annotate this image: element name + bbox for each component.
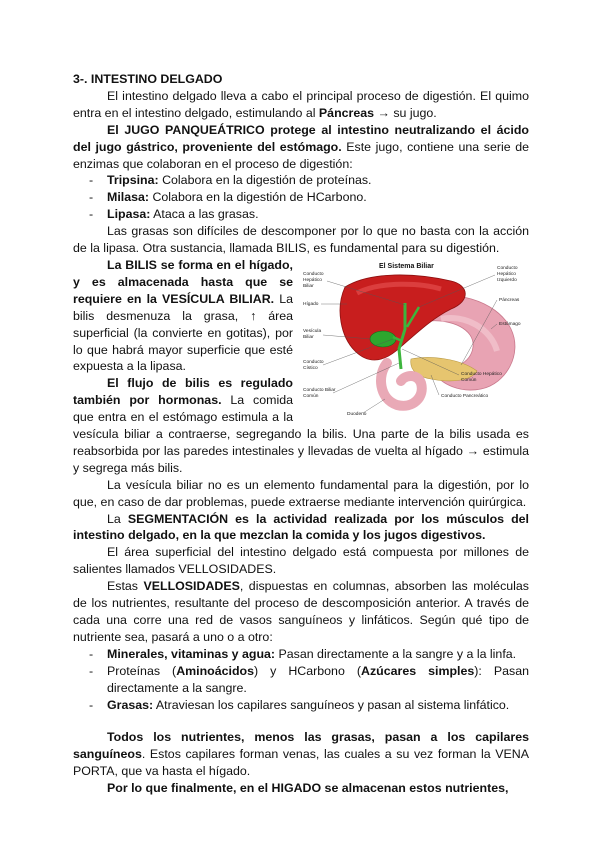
text: ) y HCarbono ( [254,663,361,678]
text: . Estos capilares forman venas, las cuales a su vez forman la VENA PORTA, que va hasta el hígado. [73,747,529,779]
label-higado: Hígado [303,301,319,307]
paragraph-intro [73,88,529,122]
nutrient-name: Grasas: [107,697,154,712]
list-item: - Proteínas (Aminoácidos) y HCarbono (Azúcares simples): Pasan directamente a la sangre. [89,663,529,695]
enzyme-name: Tripsina: [107,173,159,188]
nutrient-desc: Pasan directamente a la sangre y a la linfa. [275,646,517,661]
nutrient-name: Minerales, vitaminas y agua: [107,646,276,661]
text: ): Pasan directamente a la sangre. [107,663,529,695]
text: Este jugo, contiene una serie de enzimas que colaboran en el proceso de digestión: [73,139,529,171]
enzyme-desc: Colabora en la digestión de proteínas. [158,173,372,188]
text: , dispuestas en columnas, absorben las moléculas de los nutrientes, resultante del proceso de descomposición anterior. A través de cada una corre una red de vasos sanguíneos y linfáticos. Según qué tipo de nutriente sea, pasará a uno o a otro: [73,579,529,644]
bold-term: Páncreas [318,105,375,120]
label-vesicula: Vesícula Biliar [303,328,322,340]
section-heading: 3-. INTESTINO DELGADO [73,72,223,86]
bold-statement: Todos los nutrientes, menos las grasas, pasan a los capilares sanguíneos [73,730,529,762]
spacer [73,713,529,729]
biliary-diagram [301,259,529,419]
enzyme-name: Milasa: [107,190,150,205]
bold-statement: La BILIS se forma en el hígado, y es almacenada hasta que se requiere en la VESÍCULA BILIAR. [73,257,293,306]
list-item: - Tripsina: Colabora en la digestión de proteínas. [89,173,372,188]
bold-statement: SEGMENTACIÓN es la actividad realizada por los músculos del intestino delgado, en la que mezclan la comida y los jugos digestivos. [73,511,529,543]
gallbladder-shape [370,331,396,347]
text: → su jugo. [374,105,437,120]
enzyme-list [73,172,529,223]
text: La [107,511,128,526]
paragraph-grasas: Las grasas son difíciles de descomponer por lo que no basta con la acción de la lipasa. Otra sustancia, llamada BILIS, es fundamental para su digestión. [73,224,529,256]
paragraph-vesicula: La vesícula biliar no es un elemento fundamental para la digestión, por lo que, en caso de dar problemas, puede extraerse mediante intervención quirúrgica. [73,477,529,509]
text: La comida que entra en el estómago estimula a la vesícula biliar a contraerse, segregando la bilis. Una parte de la bilis usada es reabsorbida por las paredes intestinales y llevadas de vuelta al hígado → estimula y segrega más bilis. [73,393,529,475]
paragraph-higado [73,780,529,797]
paragraph-area: El área superficial del intestino delgado está compuesta por millones de salientes llamados VELLOSIDADES. [73,545,529,577]
bold-term: Azúcares simples [361,663,475,678]
label-conducto-biliar-comun: Conducto Biliar Común [303,387,336,399]
enzyme-name: Lipasa: [107,207,151,222]
enzyme-desc: Ataca a las grasas. [150,207,259,222]
label-conducto-cistico: Conducto Cístico [303,359,324,371]
label-estomago: Estómago [499,321,521,327]
list-item: - Minerales, vitaminas y agua: Pasan directamente a la sangre y a la linfa. [89,646,517,661]
paragraph-jugo [73,122,529,173]
nutrient-list [73,646,529,714]
page-content [73,71,529,797]
enzyme-desc: Colabora en la digestión de HCarbono. [149,190,367,205]
bold-statement: El flujo de bilis es regulado también por hormonas. [73,376,293,408]
nutrient-desc: Atraviesan los capilares sanguíneos y pasan al sistema linfático. [153,697,510,712]
paragraph-vellosidades [73,578,529,646]
label-pancreas: Páncreas [499,297,520,303]
label-duodeno: Duodeno [347,411,367,417]
bold-statement: Por lo que finalmente, en el HIGADO se almacenan estos nutrientes, [107,781,509,796]
text: Proteínas ( [107,663,177,678]
bold-term: VELLOSIDADES [143,579,240,594]
bold-term: Aminoácidos [176,663,254,678]
list-item: - Grasas: Atraviesan los capilares sanguíneos y pasan al sistema linfático. [89,697,510,712]
figure-title: El Sistema Biliar [379,262,434,270]
bold-statement: El JUGO PANQUEÁTRICO protege al intestino neutralizando el ácido del jugo gástrico, proveniente del estómago. [73,122,529,154]
text: La bilis desmenuza la grasa, ↑ área superficial (la convierte en gotitas), por lo que habrá mayor superficie que esté expuesta a la lipasa. [73,291,293,374]
paragraph-segmentacion [73,511,529,545]
biliary-system-figure [301,259,529,419]
label-conducto-hepatico-comun: Conducto Hepático Común [461,371,502,383]
label-conducto-hepatico-izq: Conducto Hepático Izquierdo [497,265,518,283]
label-conducto-pancreatico: Conducto Pancreático [441,393,489,399]
list-item: - Milasa: Colabora en la digestión de HCarbono. [89,190,367,205]
label-conducto-hepatico-biliar: Conducto Hepático Biliar [303,271,324,289]
text: Estas [107,579,144,594]
text: El intestino delgado lleva a cabo el principal proceso de digestión. El quimo entra en el intestino delgado, estimulando al [73,88,529,120]
paragraph-capilares [73,729,529,780]
list-item: - Lipasa: Ataca a las grasas. [89,207,259,222]
